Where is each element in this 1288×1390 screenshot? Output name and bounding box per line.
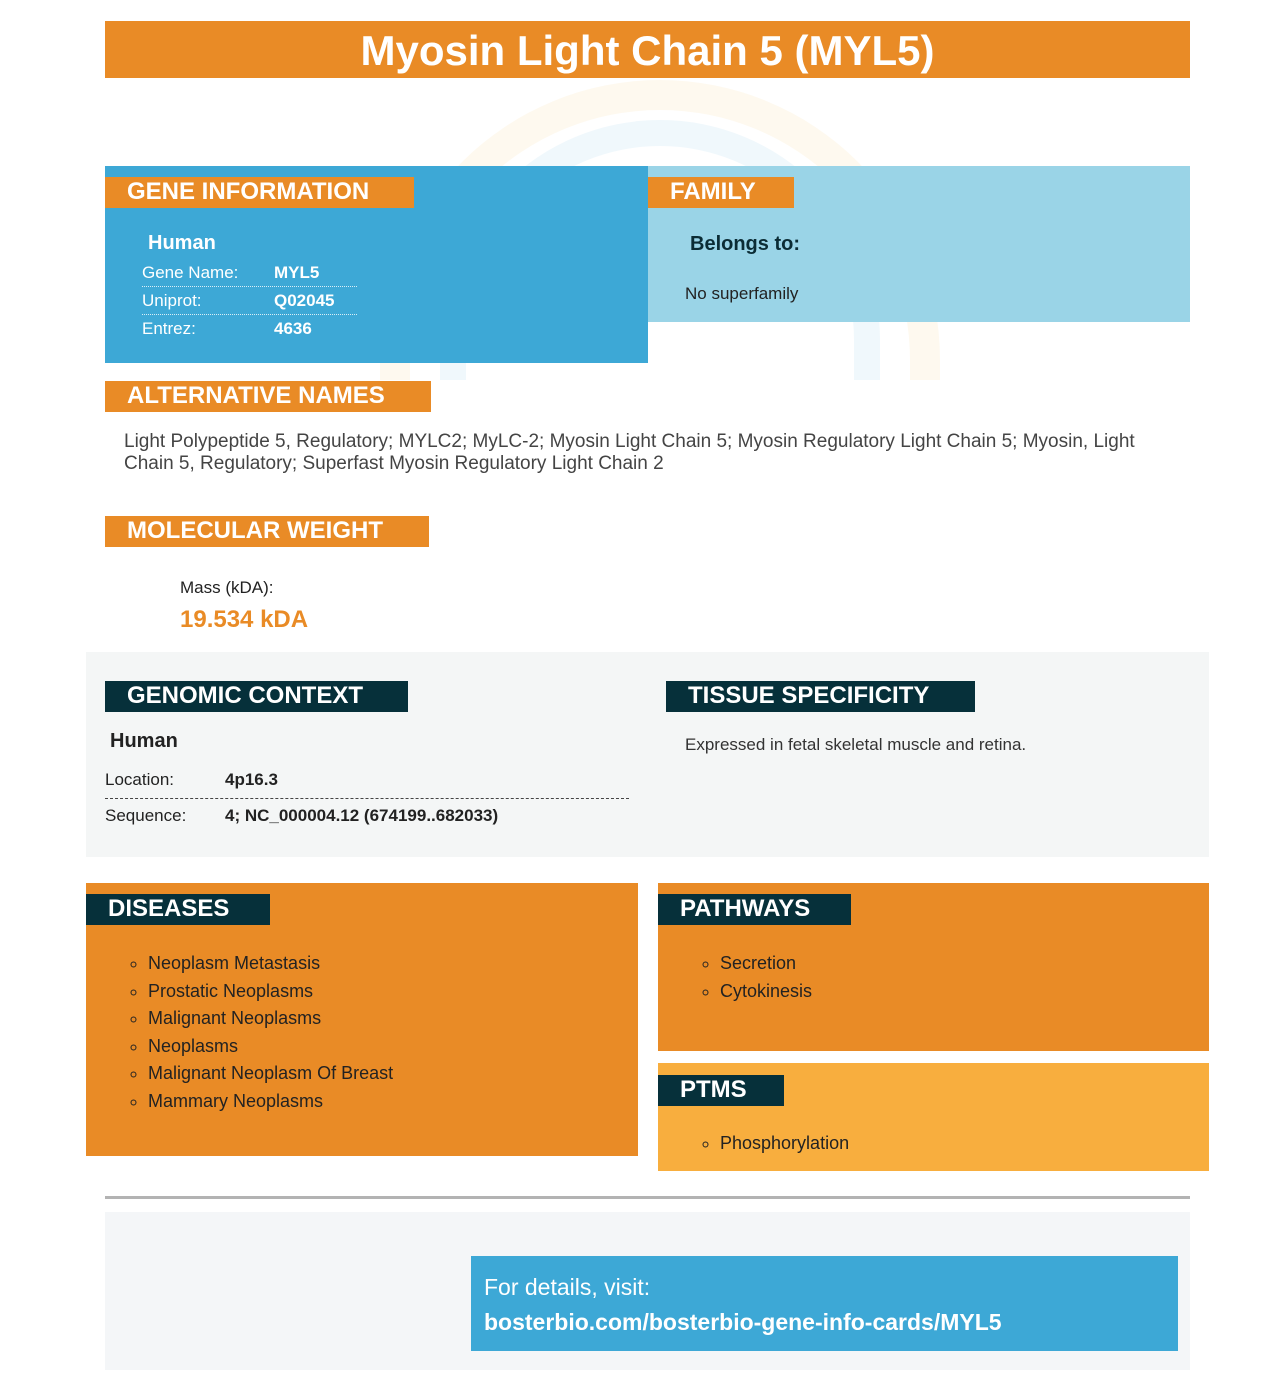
- list-item: ◦ Malignant Neoplasm Of Breast: [148, 1060, 398, 1088]
- gene-information-panel: [105, 166, 648, 363]
- genomic-row-key: Location:: [105, 770, 174, 789]
- gene-row-name: [142, 259, 357, 287]
- gene-row-entrez: [142, 315, 357, 342]
- genomic-table: [105, 770, 629, 826]
- list-item: ◦ Mammary Neoplasms: [148, 1088, 398, 1116]
- gene-row-value: 4636: [274, 319, 312, 338]
- mass-value: 19.534 kDA: [180, 606, 309, 633]
- gene-row-key: Uniprot:: [142, 291, 202, 310]
- ptms-list: [658, 1130, 849, 1158]
- genomic-context-heading: GENOMIC CONTEXT: [105, 681, 408, 712]
- ptms-heading: PTMS: [658, 1075, 784, 1106]
- list-item: ◦ Phosphorylation: [720, 1130, 849, 1158]
- alternative-names-text: Light Polypeptide 5, Regulatory; MYLC2; MyLC-2; Myosin Light Chain 5; Myosin Regulatory Light Chain 5; Myosin, Light Chain 5, Regulatory; Superfast Myosin Regulatory Light Chain 2: [124, 431, 1135, 474]
- gene-row-uniprot: [142, 287, 357, 315]
- alternative-names-heading: ALTERNATIVE NAMES: [105, 381, 431, 412]
- gene-row-value: Q02045: [274, 291, 335, 310]
- visit-label: For details, visit:: [484, 1274, 651, 1300]
- details-link[interactable]: bosterbio.com/bosterbio-gene-info-cards/MYL5: [484, 1309, 1002, 1335]
- gene-row-key: Gene Name:: [142, 263, 239, 282]
- gene-info-table: [142, 259, 357, 342]
- family-heading: FAMILY: [648, 177, 794, 208]
- gene-information-heading: GENE INFORMATION: [105, 177, 414, 208]
- list-item: ◦ Neoplasms: [148, 1033, 398, 1061]
- genomic-species: Human: [110, 730, 178, 752]
- footer-divider: [105, 1196, 1190, 1199]
- diseases-heading: DISEASES: [86, 894, 270, 925]
- ptms-panel: [658, 1063, 1209, 1171]
- genomic-row-key: Sequence:: [105, 806, 187, 825]
- gene-row-key: Entrez:: [142, 319, 196, 338]
- gene-row-value: MYL5: [274, 263, 320, 282]
- genomic-row-sequence: [105, 806, 629, 826]
- list-item: ◦ Prostatic Neoplasms: [148, 978, 398, 1006]
- page-title: Myosin Light Chain 5 (MYL5): [105, 21, 1190, 78]
- family-belongs-label: Belongs to:: [690, 233, 800, 255]
- visit-panel: [471, 1256, 1178, 1351]
- molecular-weight-heading: MOLECULAR WEIGHT: [105, 516, 429, 547]
- family-value: No superfamily: [685, 284, 799, 303]
- family-panel: [648, 166, 1190, 322]
- genomic-row-value: 4p16.3: [225, 770, 278, 789]
- tissue-specificity-text: Expressed in fetal skeletal muscle and retina.: [685, 735, 1027, 754]
- mass-label: Mass (kDA):: [180, 578, 274, 597]
- list-item: ◦ Malignant Neoplasms: [148, 1005, 398, 1033]
- list-item: ◦ Neoplasm Metastasis: [148, 950, 398, 978]
- list-item: ◦ Secretion: [720, 950, 812, 978]
- tissue-specificity-heading: TISSUE SPECIFICITY: [666, 681, 975, 712]
- pathways-panel: [658, 883, 1209, 1051]
- list-item: ◦ Cytokinesis: [720, 978, 812, 1006]
- genomic-row-value: 4; NC_000004.12 (674199..682033): [225, 806, 499, 825]
- diseases-panel: [86, 883, 638, 1156]
- pathways-list: [658, 950, 812, 1005]
- gene-species: Human: [148, 232, 216, 254]
- diseases-list: [86, 950, 398, 1115]
- genomic-row-location: [105, 770, 629, 799]
- pathways-heading: PATHWAYS: [658, 894, 851, 925]
- genomic-context-section: [86, 652, 1209, 857]
